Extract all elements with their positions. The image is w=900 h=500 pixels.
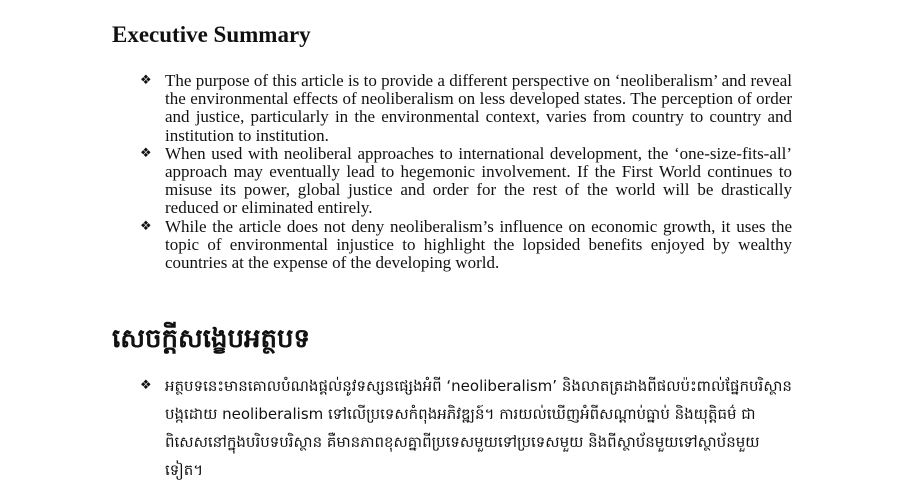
four-diamond-bullet-icon: ❖ (140, 73, 152, 88)
four-diamond-bullet-icon: ❖ (140, 145, 152, 161)
list-item (140, 218, 792, 273)
bullet-text: While the article does not deny neoliberalism’s influence on economic growth, it uses the topic of environmental injustice to highlight the lopsided benefits enjoyed by wealthy countries at the expense of the developing world. (165, 216, 792, 273)
khmer-bullet-list (140, 372, 792, 484)
bullet-text: The purpose of this article is to provide a different perspective on ‘neoliberalism’ and reveal the environmental effects of neoliberalism on less developed states. The perception of order and justice, particularly in the environmental context, varies from country to country and institution to institution. (165, 71, 792, 145)
four-diamond-bullet-icon: ❖ (140, 218, 152, 234)
four-diamond-bullet-icon: ❖ (140, 378, 152, 393)
bullet-text: When used with neoliberal approaches to international development, the ‘one-size-fits-all’ approach may eventually lead to hegemonic involvement. If the First World continues to misuse its power, global justice and order for the rest of the world will be drastically reduced or eliminated entirely. (165, 143, 792, 218)
list-item (140, 72, 792, 145)
list-item (140, 145, 792, 218)
english-bullet-list (140, 72, 792, 272)
executive-summary-heading: Executive Summary (112, 22, 311, 47)
list-item (140, 372, 792, 484)
bullet-text: អត្ថបទនេះមានគោលបំណងផ្តល់នូវទស្សនផ្សេងអំពី ‘neoliberalism’ និងលាតត្រដាងពីផលប៉ះពាល់ផ្នែកបរិស្ថានបង្កដោយ neoliberalism ទៅលើប្រទេសកំពុងអភិវឌ្ឍន៍។ ការយល់ឃើញអំពីសណ្តាប់ធ្នាប់ និងយុត្តិធម៌ ជាពិសេសនៅក្នុងបរិបទបរិស្ថាន គឺមានភាពខុសគ្នាពីប្រទេសមួយទៅប្រទេសមួយ និងពីស្ថាប័នមួយទៅស្ថាប័នមួយទៀត។ (165, 377, 792, 479)
khmer-summary-heading: សេចក្តីសង្ខេបអត្ថបទ (112, 324, 311, 354)
